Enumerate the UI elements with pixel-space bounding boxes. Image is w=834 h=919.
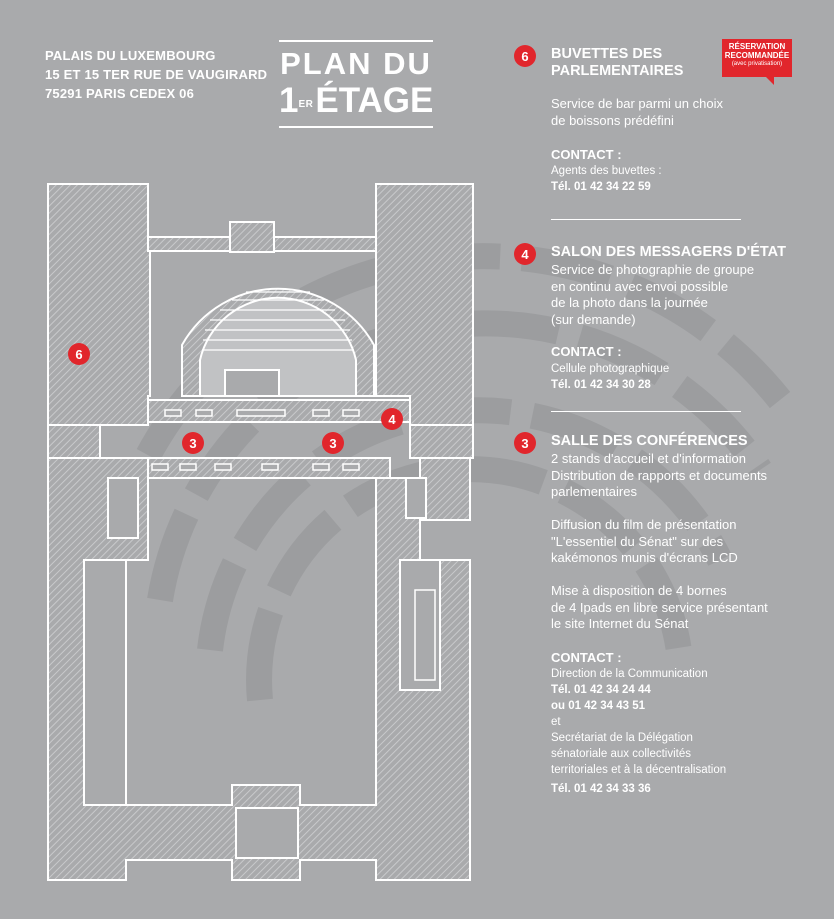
map-marker-salle-conferences-east[interactable]: 3 [322, 432, 344, 454]
description-line: de 4 Ipads en libre service présentant [551, 599, 768, 615]
description-line: de boissons prédéfini [551, 112, 674, 128]
description-line: Mise à disposition de 4 bornes [551, 583, 727, 598]
section-badge-6: 6 [514, 45, 536, 67]
contact-name: Cellule photographique [551, 363, 670, 375]
floor-word: ÉTAGE [315, 81, 434, 120]
east-link [410, 425, 473, 458]
section-badge-4: 4 [514, 243, 536, 265]
description-line: (sur demande) [551, 311, 636, 327]
section-description-salle [551, 451, 767, 501]
title-line-1: PLAN DU [280, 46, 432, 81]
section-separator [551, 411, 741, 412]
east-pavilion [376, 184, 473, 425]
section-description-bornes [551, 583, 768, 633]
section-title-line: PARLEMENTAIRES [551, 63, 684, 79]
contact-label: CONTACT : [551, 344, 622, 359]
ordinal-number: 1 [279, 81, 299, 120]
map-marker-salon-messagers[interactable]: 4 [381, 408, 403, 430]
section-title-salle: SALLE DES CONFÉRENCES [551, 433, 748, 449]
west-pavilion [48, 184, 150, 425]
contact-name: Agents des buvettes : [551, 165, 662, 177]
map-marker-buvettes[interactable]: 6 [68, 343, 90, 365]
reservation-line-3: (avec privatisation) [731, 61, 783, 67]
description-line: parlementaires [551, 484, 637, 499]
contact-line: Secrétariat de la Délégation [551, 732, 693, 744]
description-line: kakémonos munis d'écrans LCD [551, 550, 738, 565]
contact-phone: Tél. 01 42 34 30 28 [551, 379, 651, 391]
contact-label: CONTACT : [551, 650, 622, 665]
contact-phone-b: Tél. 01 42 34 33 36 [551, 783, 651, 795]
address-block [45, 46, 267, 103]
reservation-tag-tail [766, 77, 774, 85]
description-line: Service de photographie de groupe [551, 262, 755, 277]
contact-line: sénatoriale aux collectivités [551, 748, 691, 760]
description-line: en continu avec envoi possible [551, 278, 729, 294]
contact-name-b [551, 730, 726, 778]
reservation-line-2: RECOMMANDÉE [724, 51, 790, 60]
section-description-salon [551, 262, 754, 328]
section-title-salon: SALON DES MESSAGERS D'ÉTAT [551, 244, 786, 260]
ordinal-suffix: ER [298, 99, 314, 110]
address-line-2: 15 ET 15 TER RUE DE VAUGIRARD [45, 67, 268, 82]
contact-phone: Tél. 01 42 34 24 44 [551, 684, 651, 696]
description-line: Distribution de rapports et documents [551, 467, 768, 483]
title-line-2 [279, 82, 433, 120]
address-line-1: PALAIS DU LUXEMBOURG [45, 48, 216, 63]
contact-label: CONTACT : [551, 147, 622, 162]
reservation-line-1: RÉSERVATION [728, 42, 786, 51]
description-line: le site Internet du Sénat [551, 616, 689, 631]
description-line: Service de bar parmi un choix [551, 96, 723, 111]
west-link [48, 425, 100, 458]
description-line: Diffusion du film de présentation [551, 517, 737, 532]
contact-and: et [551, 716, 561, 728]
title-top-rule [279, 40, 433, 42]
plan-title [279, 40, 433, 128]
title-bottom-rule [279, 126, 433, 128]
address-line-3: 75291 PARIS CEDEX 06 [45, 86, 194, 101]
section-separator [551, 219, 741, 220]
description-line: 2 stands d'accueil et d'information [551, 451, 747, 466]
section-title-line: BUVETTES DES [551, 46, 663, 62]
reservation-tag [722, 39, 792, 77]
map-marker-salle-conferences-west[interactable]: 3 [182, 432, 204, 454]
section-description-buvettes [551, 96, 723, 129]
contact-name: Direction de la Communication [551, 668, 708, 680]
section-badge-3: 3 [514, 432, 536, 454]
contact-phone-alt: ou 01 42 34 43 51 [551, 700, 645, 712]
description-line: de la photo dans la journée [551, 295, 708, 310]
contact-line: territoriales et à la décentralisation [551, 764, 727, 776]
section-description-film [551, 517, 738, 567]
contact-phone: Tél. 01 42 34 22 59 [551, 181, 651, 193]
section-title-buvettes [551, 46, 683, 80]
north-dome [230, 222, 274, 252]
description-line: "L'essentiel du Sénat" sur des [551, 533, 724, 549]
